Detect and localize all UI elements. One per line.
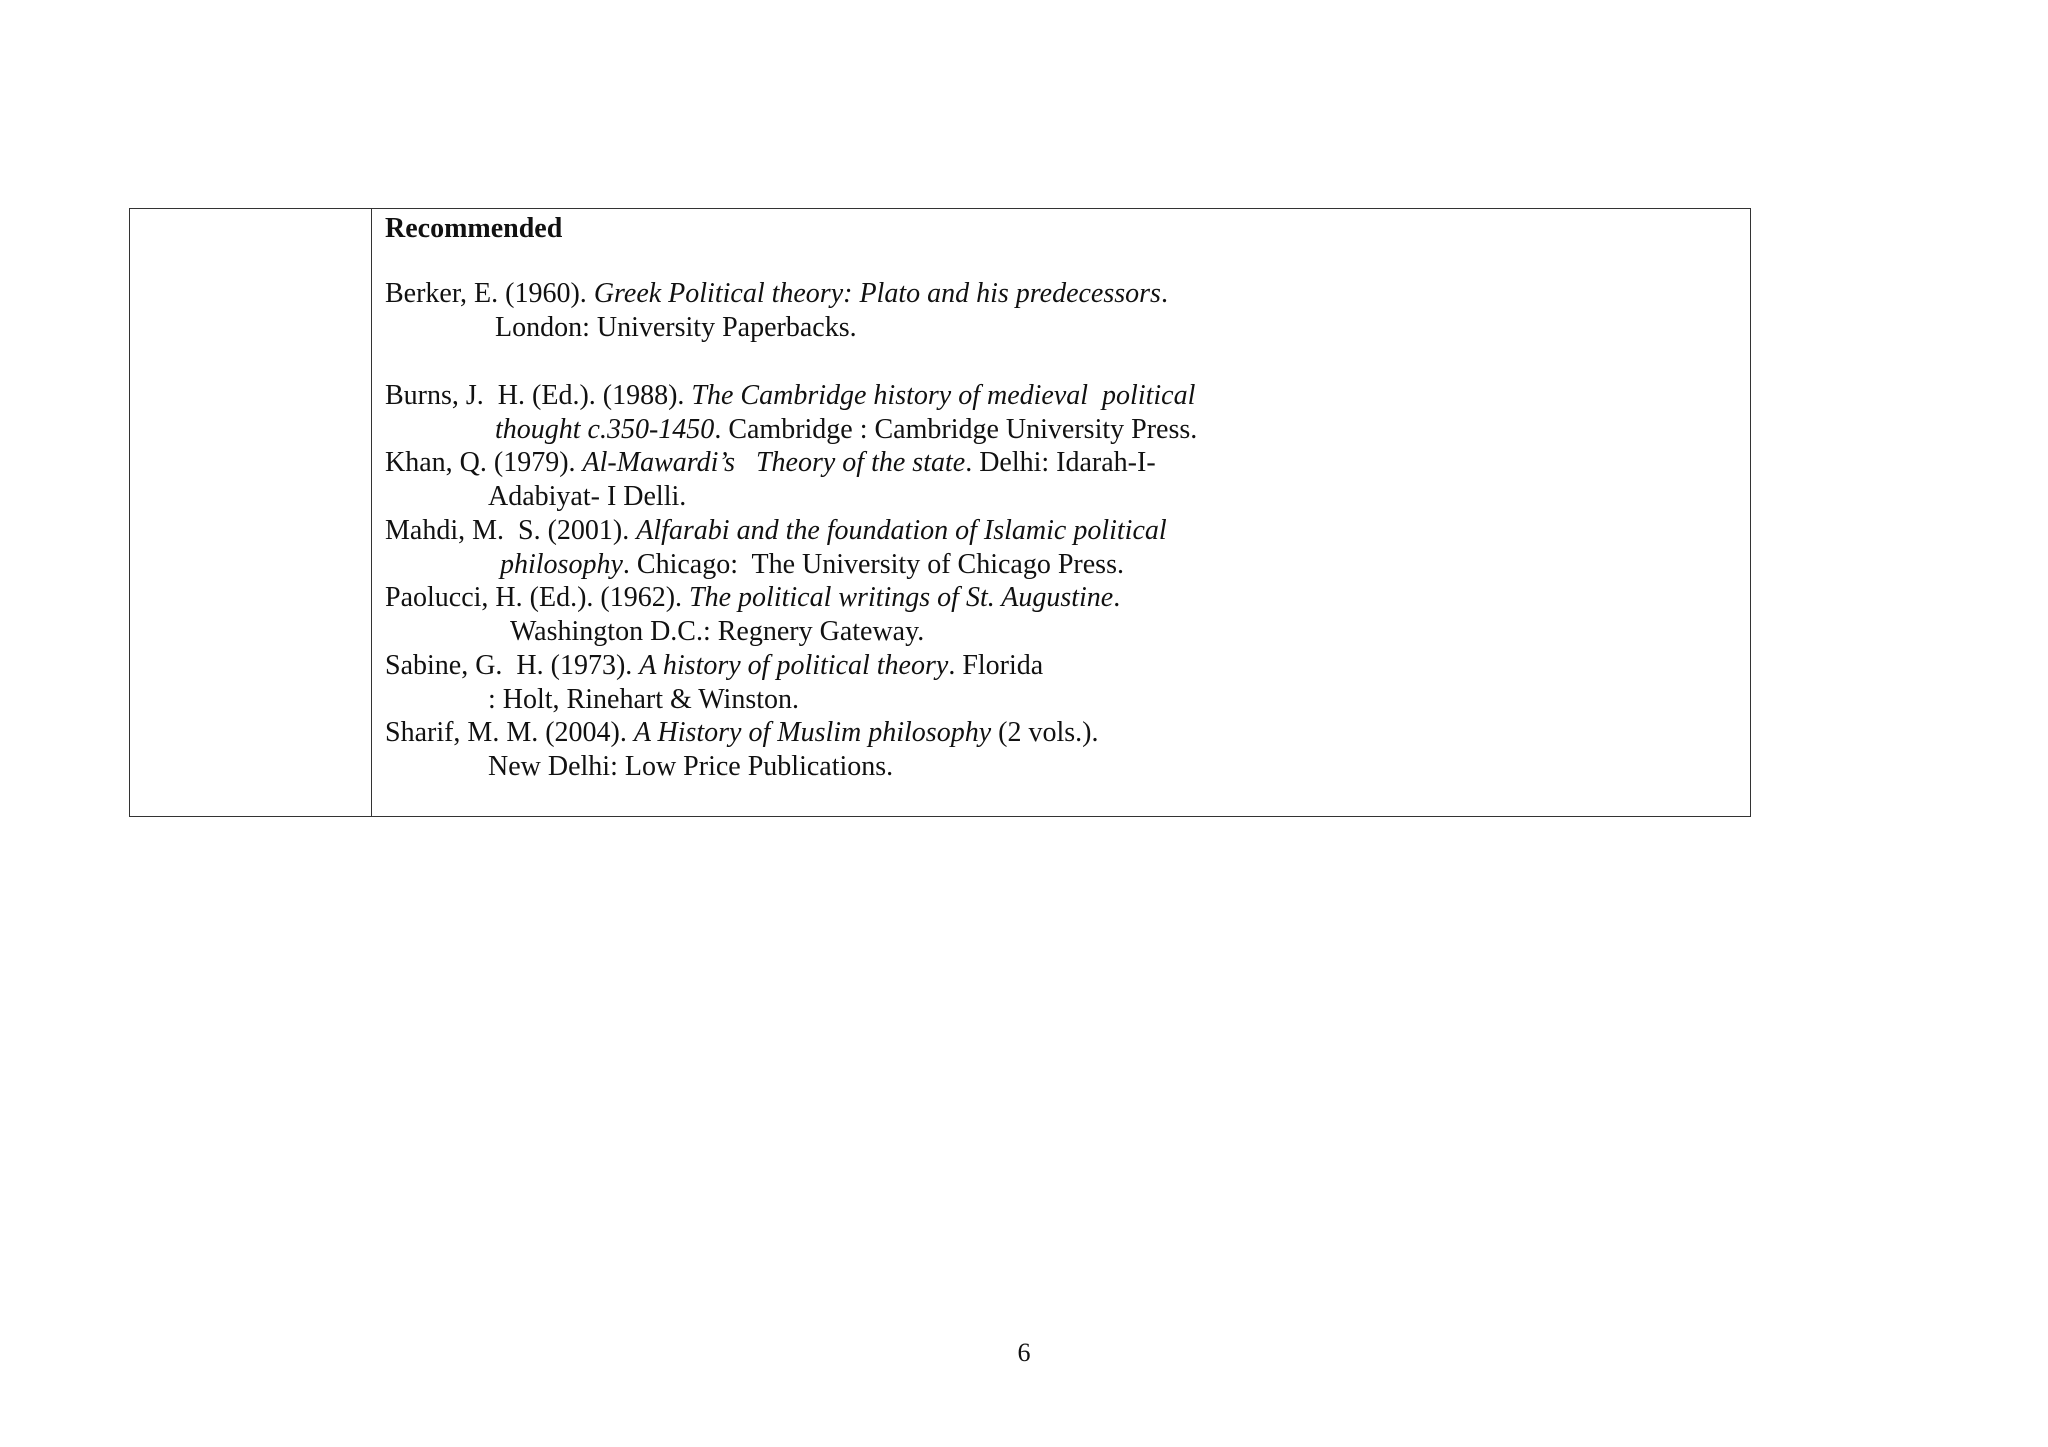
reference-entry-line: philosophy. Chicago: The University of Chicago Press. <box>500 549 1124 580</box>
reference-entry-line: New Delhi: Low Price Publications. <box>488 751 894 782</box>
reference-entry-line: Khan, Q. (1979). Al-Mawardi’s Theory of the state. Delhi: Idarah-I- <box>385 447 1156 478</box>
reference-entry-line: Berker, E. (1960). Greek Political theory: Plato and his predecessors. <box>385 278 1168 309</box>
reference-entry-line: Sabine, G. H. (1973). A history of political theory. Florida <box>385 650 1044 681</box>
table-right-cell <box>372 209 1750 816</box>
page-number: 6 <box>1017 1338 1031 1367</box>
reference-entry-line: Burns, J. H. (Ed.). (1988). The Cambridge history of medieval political <box>385 380 1196 411</box>
reference-entry-line: Washington D.C.: Regnery Gateway. <box>510 616 925 647</box>
reference-entry-line: Paolucci, H. (Ed.). (1962). The political writings of St. Augustine. <box>385 582 1121 613</box>
reference-entry-line: London: University Paperbacks. <box>495 312 857 343</box>
reference-table <box>129 208 1751 817</box>
reference-entry-line: Mahdi, M. S. (2001). Alfarabi and the foundation of Islamic political <box>385 515 1167 546</box>
reference-entry-line: thought c.350-1450. Cambridge : Cambridge University Press. <box>495 414 1198 445</box>
reference-entry-line: : Holt, Rinehart & Winston. <box>488 684 800 715</box>
section-heading: Recommended <box>385 213 563 244</box>
reference-entry-line: Sharif, M. M. (2004). A History of Muslim philosophy (2 vols.). <box>385 717 1099 748</box>
table-left-cell <box>130 209 372 816</box>
reference-entry-line: Adabiyat- I Delli. <box>488 481 687 512</box>
